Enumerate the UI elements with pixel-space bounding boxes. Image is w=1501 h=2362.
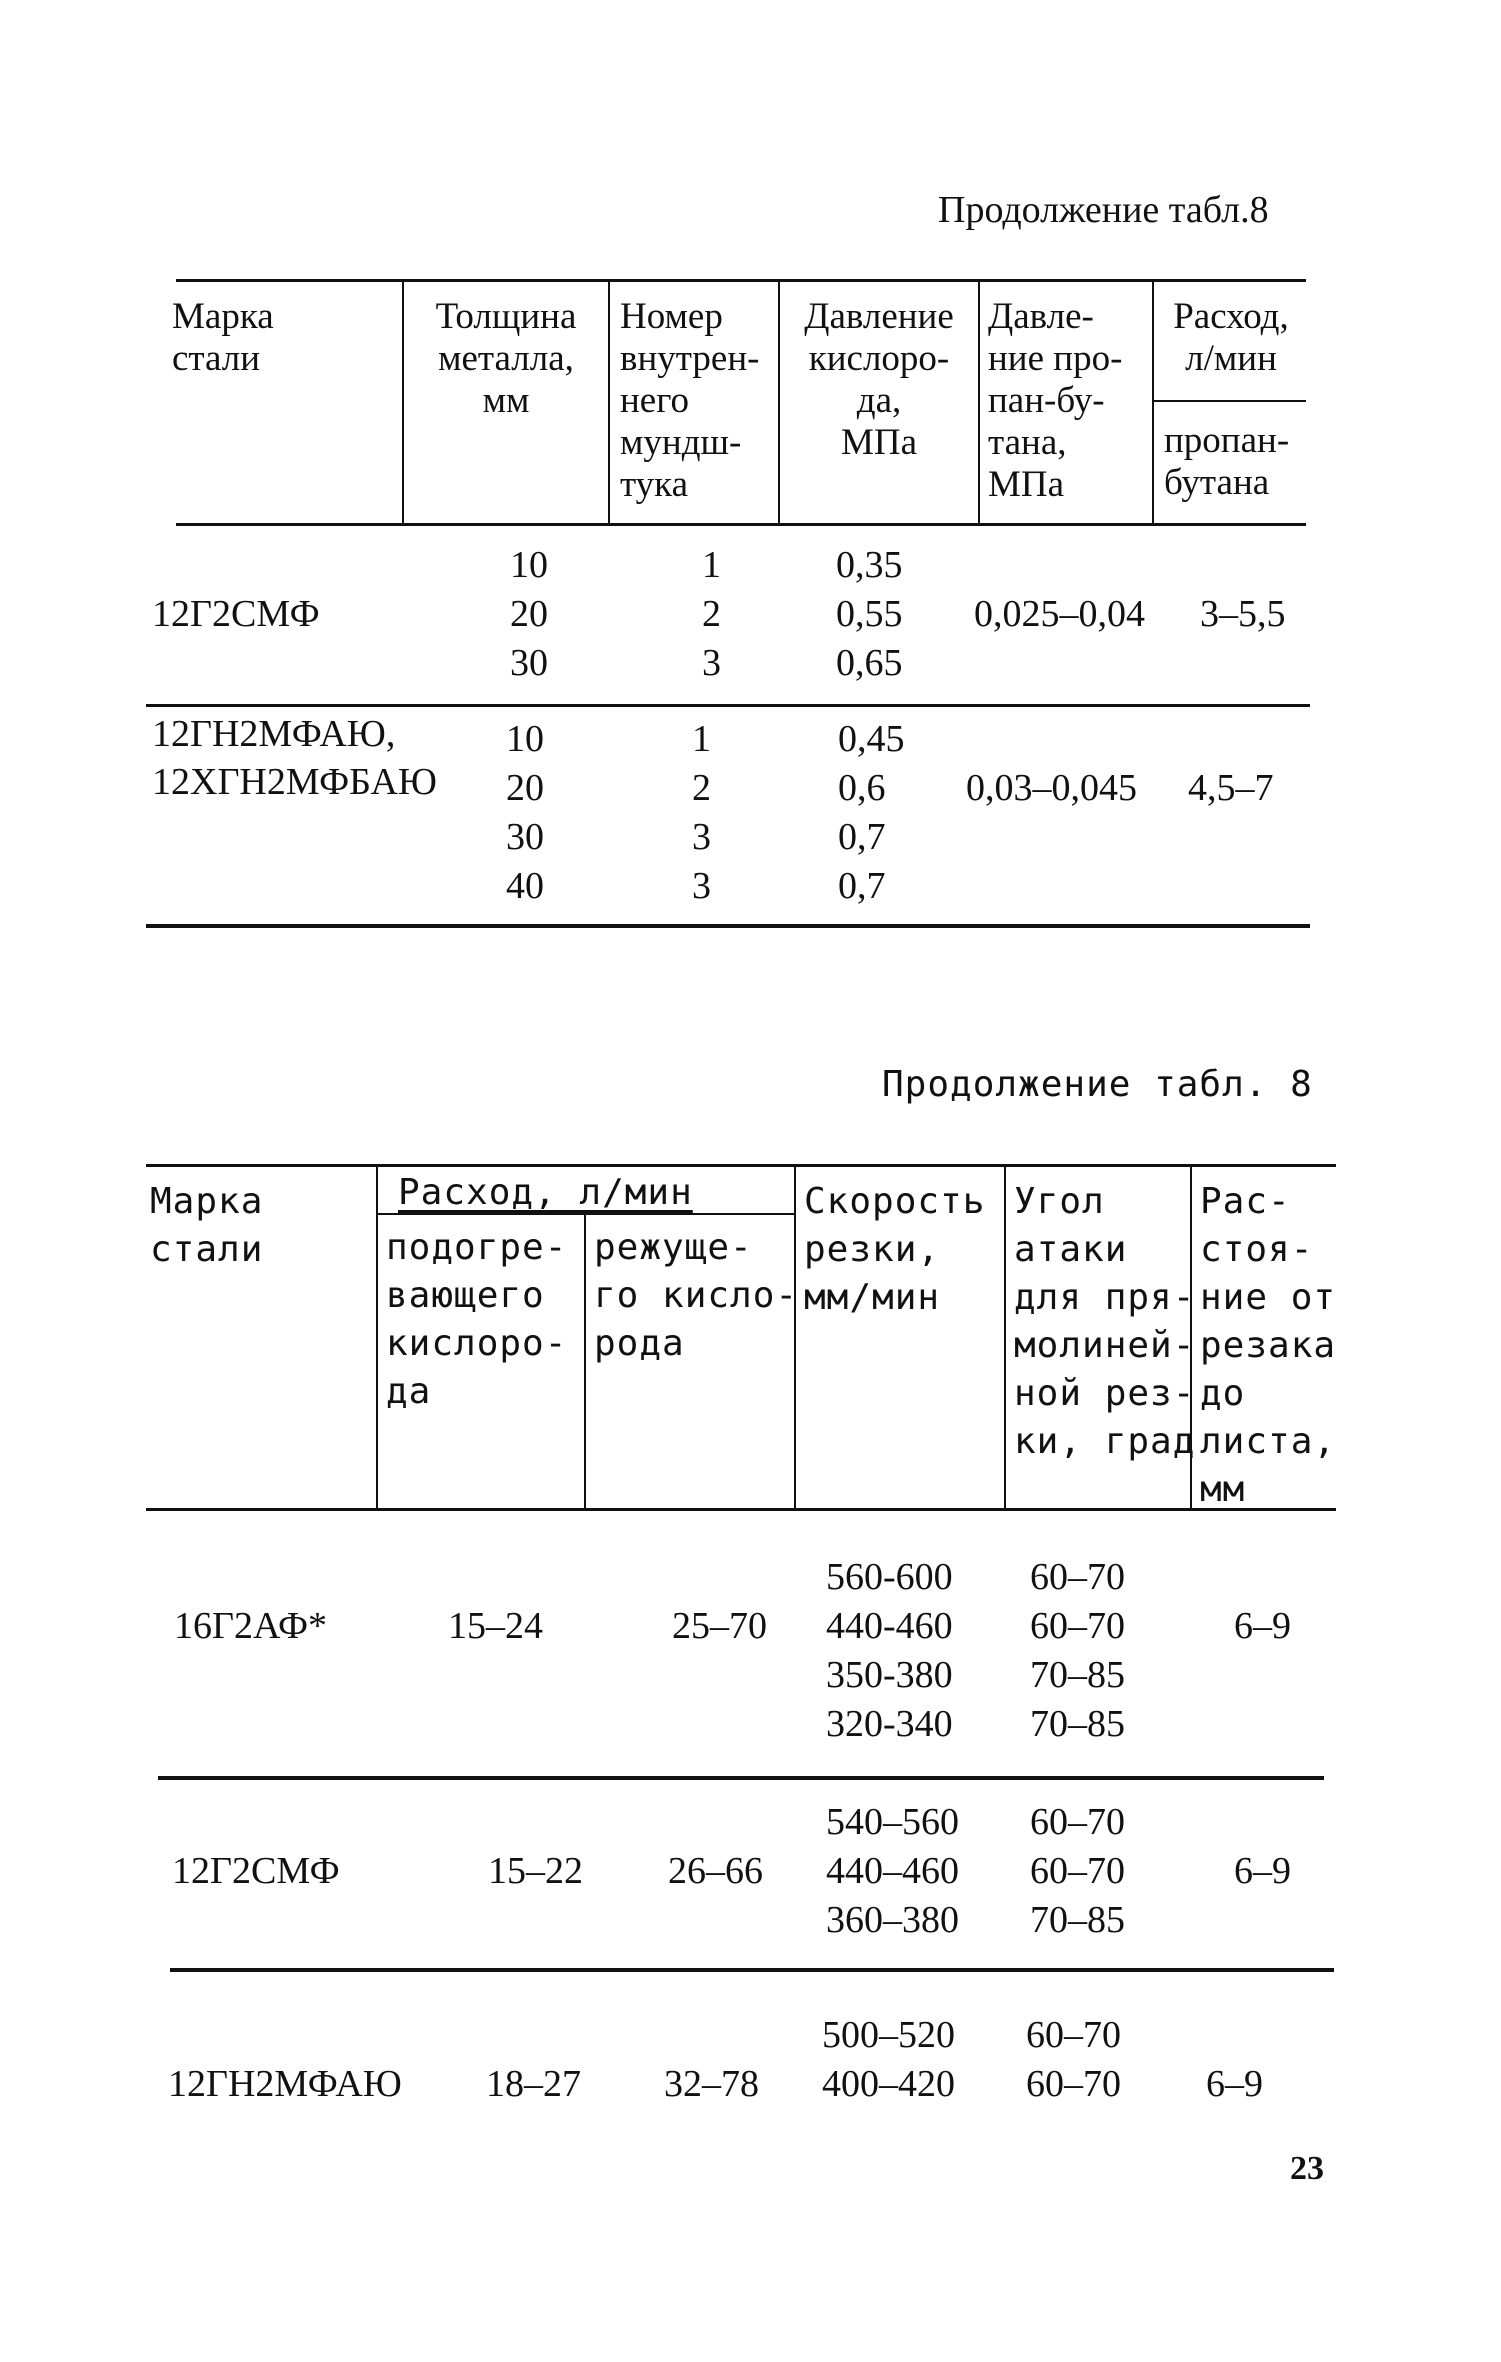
table1-cell-thickness: 10 [510,544,548,586]
table1-col-divider [978,279,980,525]
table2-cell-angle: 60–70 [1030,1556,1125,1598]
table1-header-nozzle: Номер внутрен- него мундш- тука [620,296,760,505]
table2-flow-subrule [376,1213,794,1215]
table2-cell-distance: 6–9 [1234,1605,1291,1647]
table1-col-divider [402,279,404,525]
table2-col-divider [376,1164,378,1510]
table1-cell-flow: 4,5–7 [1188,767,1274,809]
table1-cell-nozzle: 1 [702,544,721,586]
page-number: 23 [1290,2150,1324,2187]
table2-cell-cutting-oxygen: 26–66 [668,1850,763,1892]
table1-cell-oxygen-pressure: 0,65 [836,642,903,684]
table2-cell-angle: 60–70 [1030,1850,1125,1892]
table1-flow-subrule [1152,400,1306,402]
table2-cell-speed: 320-340 [826,1703,953,1745]
table1-cell-steel: 12ГН2МФАЮ, [152,713,396,755]
table1-cell-nozzle: 3 [692,816,711,858]
table2-cell-distance: 6–9 [1206,2063,1263,2105]
table2-cell-cutting-oxygen: 25–70 [672,1605,767,1647]
table1-cell-nozzle: 3 [702,642,721,684]
table1-cell-oxygen-pressure: 0,35 [836,544,903,586]
table1-cell-nozzle: 1 [692,718,711,760]
table1-cell-thickness: 20 [506,767,544,809]
table1-cell-nozzle: 2 [702,593,721,635]
table1-col-divider [778,279,780,525]
table2-top-rule [146,1164,1336,1167]
table2-cell-angle: 60–70 [1030,1605,1125,1647]
table1-cell-thickness: 20 [510,593,548,635]
table1-header-steel: Марка стали [172,296,274,379]
table2-cell-speed: 500–520 [822,2014,955,2056]
table1-cell-thickness: 30 [510,642,548,684]
table1-header-flow-sub: пропан- бутана [1164,420,1290,503]
table2-caption: Продолжение табл. 8 [882,1064,1313,1105]
table1-top-rule [176,279,1306,282]
table1-cell-thickness: 30 [506,816,544,858]
table2-header-steel: Марка стали [150,1181,264,1270]
table1-cell-flow: 3–5,5 [1200,593,1286,635]
table1-cell-propane-pressure: 0,03–0,045 [966,767,1137,809]
table1-header-thickness: Толщина металла, мм [435,296,577,421]
table2-cell-steel: 12Г2СМФ [172,1850,340,1892]
table2-header-cutting-oxygen: режуще- го кисло- рода [594,1227,799,1364]
table1-header-flow: Расход, л/мин [1173,296,1289,379]
table2-group-rule [170,1968,1334,1972]
table1-col-divider [608,279,610,525]
table2-cell-angle: 60–70 [1026,2063,1121,2105]
table2-header-heating-oxygen: подогре- вающего кислоро- да [386,1227,568,1412]
table2-cell-steel: 12ГН2МФАЮ [168,2063,402,2105]
table1-cell-steel: 12Г2СМФ [152,593,320,635]
table2-cell-speed: 440-460 [826,1605,953,1647]
table2-cell-speed: 360–380 [826,1899,959,1941]
table2-cell-angle: 70–85 [1030,1703,1125,1745]
table2-cell-angle: 70–85 [1030,1654,1125,1696]
table1-header-rule [176,523,1306,526]
table2-cell-heating-oxygen: 15–24 [448,1605,543,1647]
table1-cell-oxygen-pressure: 0,55 [836,593,903,635]
table2-col-divider [584,1214,586,1510]
table2-cell-speed: 440–460 [826,1850,959,1892]
table2-cell-heating-oxygen: 15–22 [488,1850,583,1892]
table1-bottom-rule [146,924,1310,928]
table2-group-rule [158,1776,1324,1780]
table1-cell-oxygen-pressure: 0,7 [838,816,886,858]
table1-cell-oxygen-pressure: 0,6 [838,767,886,809]
table2-cell-angle: 60–70 [1030,1801,1125,1843]
table1-cell-thickness: 10 [506,718,544,760]
table2-col-divider [1004,1164,1006,1510]
table1-cell-oxygen-pressure: 0,7 [838,865,886,907]
table1-cell-propane-pressure: 0,025–0,04 [974,593,1145,635]
table1-cell-nozzle: 2 [692,767,711,809]
table1-header-oxygen-pressure: Давление кислоро- да, МПа [804,296,954,463]
table2-header-angle: Угол атаки для пря- молиней- ной рез- ки, град [1014,1181,1196,1462]
table1-col-divider [1152,279,1154,525]
table2-cell-steel: 16Г2АФ* [174,1605,328,1647]
table1-group-rule [146,704,1310,707]
table1-header-propane-pressure: Давле- ние про- пан-бу- тана, МПа [988,296,1123,505]
table2-cell-cutting-oxygen: 32–78 [664,2063,759,2105]
table2-cell-speed: 540–560 [826,1801,959,1843]
table2-cell-distance: 6–9 [1234,1850,1291,1892]
table2-cell-angle: 70–85 [1030,1899,1125,1941]
table2-header-flow: Расход, л/мин [398,1172,693,1213]
table1-caption: Продолжение табл.8 [938,189,1269,231]
table2-header-distance: Рас- стоя- ние от резака до листа, мм [1200,1181,1337,1510]
table2-header-rule [146,1508,1336,1511]
table1-cell-nozzle: 3 [692,865,711,907]
table1-cell-steel: 12ХГН2МФБАЮ [152,761,437,803]
table2-cell-angle: 60–70 [1026,2014,1121,2056]
table2-cell-heating-oxygen: 18–27 [486,2063,581,2105]
table2-cell-speed: 350-380 [826,1654,953,1696]
table2-header-speed: Скорость резки, мм/мин [804,1181,986,1318]
table1-cell-oxygen-pressure: 0,45 [838,718,905,760]
table2-cell-speed: 560-600 [826,1556,953,1598]
table2-cell-speed: 400–420 [822,2063,955,2105]
table1-cell-thickness: 40 [506,865,544,907]
